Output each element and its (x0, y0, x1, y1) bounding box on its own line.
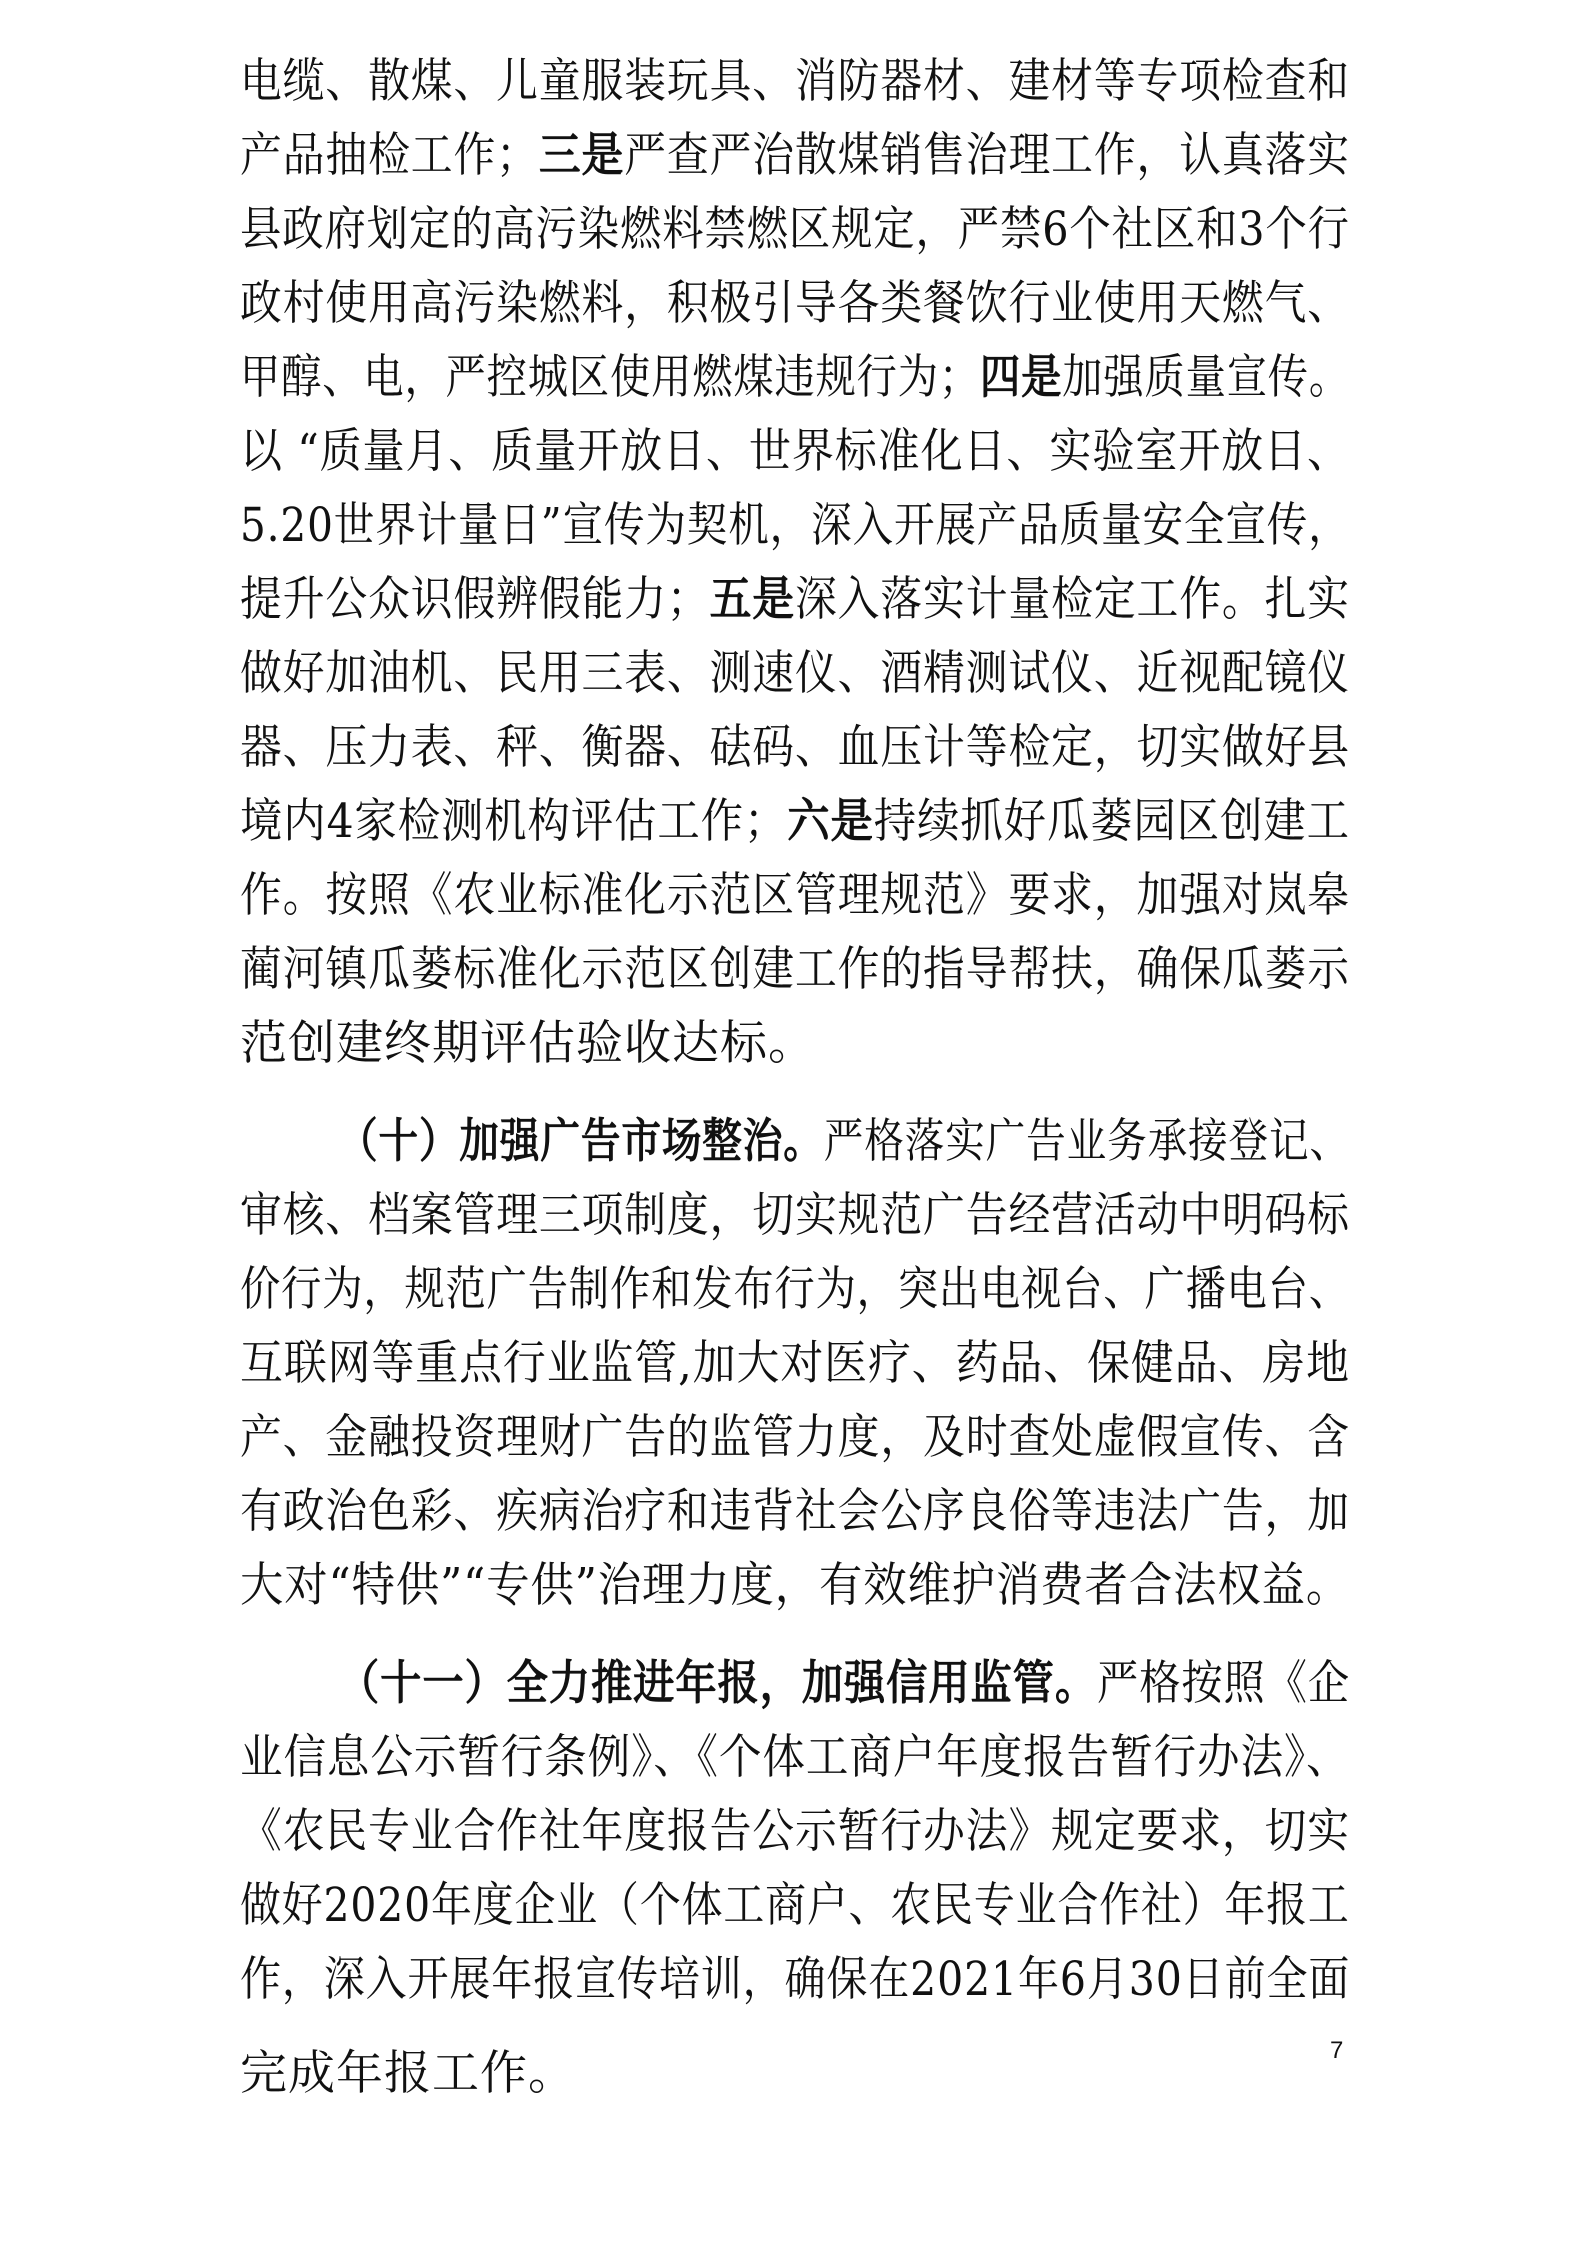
line-text: 器、压力表、秤、衡器、砝码、血压计等检定，切实做好县 (240, 720, 1350, 775)
line-text: 甲醇、电，严控城区使用燃煤违规行为； (240, 350, 981, 405)
line-text: 《农民专业合作社年度报告公示暂行办法》规定要求，切实 (240, 1804, 1350, 1859)
text-line (240, 496, 1350, 556)
text-line (240, 1334, 1350, 1394)
text-line (240, 570, 1350, 630)
line-text: 电缆、散煤、儿童服装玩具、消防器材、建材等专项检查和 (240, 54, 1350, 109)
line-text: 县政府划定的高污染燃料禁燃区规定，严禁6个社区和3个行 (240, 202, 1350, 257)
line-text: 产、金融投资理财广告的监管力度，及时查处虚假宣传、含 (240, 1410, 1350, 1465)
text-line (240, 52, 1350, 112)
bold-keyword: 五是 (709, 572, 795, 627)
line-text: 严格落实广告业务承接登记、 (823, 1114, 1350, 1169)
line-text: 蔺河镇瓜蒌标准化示范区创建工作的指导帮扶，确保瓜蒌示 (240, 942, 1350, 997)
text-line (240, 1556, 1351, 1616)
text-line (240, 1802, 1350, 1862)
bold-keyword: 四是 (980, 350, 1063, 405)
bold-keyword: 六是 (787, 794, 874, 849)
text-line (240, 274, 1350, 334)
section-heading: （十）加强广告市场整治。 (338, 1114, 824, 1169)
section-heading-line (338, 1654, 1351, 1714)
text-line (240, 940, 1350, 1000)
line-text: 互联网等重点行业监管,加大对医疗、药品、保健品、房地 (240, 1336, 1350, 1391)
line-text: 持续抓好瓜蒌园区创建工 (873, 794, 1350, 849)
line-text: 加强质量宣传。 (1062, 350, 1351, 405)
text-line (240, 1482, 1350, 1542)
text-line (240, 1408, 1350, 1468)
text-line (240, 1728, 1350, 1788)
text-line (240, 126, 1350, 186)
text-line (240, 718, 1350, 778)
section-heading: （十一）全力推进年报，加强信用监管。 (338, 1656, 1098, 1711)
line-text: 大对“特供”“专供”治理力度，有效维护消费者合法权益。 (240, 1558, 1351, 1613)
line-text: 5.20世界计量日”宣传为契机，深入开展产品质量安全宣传， (240, 498, 1350, 553)
line-text: 严查严治散煤销售治理工作，认真落实 (624, 128, 1350, 183)
text-line (240, 792, 1350, 852)
text-line (240, 1014, 1350, 1074)
line-text: 价行为，规范广告制作和发布行为，突出电视台、广播电台、 (240, 1262, 1351, 1317)
line-text: 业信息公示暂行条例》、《个体工商户年度报告暂行办法》、 (240, 1730, 1350, 1785)
line-text: 审核、档案管理三项制度，切实规范广告经营活动中明码标 (240, 1188, 1350, 1243)
section-heading-line (338, 1112, 1350, 1172)
page-number: 7 (1330, 2037, 1344, 2064)
text-line (240, 1186, 1350, 1246)
text-line (240, 1950, 1351, 2010)
line-text: 范创建终期评估验收达标。 (240, 1016, 816, 1071)
line-text: 严格按照《企 (1097, 1656, 1351, 1711)
line-text: 产品抽检工作； (240, 128, 539, 183)
line-text: 作，深入开展年报宣传培训，确保在2021年6月30日前全面 (240, 1952, 1351, 2007)
text-line (240, 422, 1350, 482)
text-line (240, 644, 1350, 704)
bold-keyword: 三是 (538, 128, 625, 183)
text-line (240, 348, 1351, 408)
line-text: 提升公众识假辨假能力； (240, 572, 710, 627)
text-line (240, 200, 1350, 260)
text-line (240, 2044, 1350, 2104)
text-line (240, 1260, 1351, 1320)
text-line (240, 1876, 1350, 1936)
line-text: 以 “质量月、质量开放日、世界标准化日、实验室开放日、 (240, 424, 1350, 479)
line-text: 完成年报工作。 (240, 2046, 576, 2101)
line-text: 深入落实计量检定工作。扎实 (794, 572, 1350, 627)
line-text: 作。按照《农业标准化示范区管理规范》要求，加强对岚皋 (240, 868, 1350, 923)
line-text: 有政治色彩、疾病治疗和违背社会公序良俗等违法广告，加 (240, 1484, 1350, 1539)
line-text: 做好加油机、民用三表、测速仪、酒精测试仪、近视配镜仪 (240, 646, 1350, 701)
line-text: 做好2020年度企业（个体工商户、农民专业合作社）年报工 (240, 1878, 1350, 1933)
line-text: 政村使用高污染燃料，积极引导各类餐饮行业使用天燃气、 (240, 276, 1350, 331)
line-text: 境内4家检测机构评估工作； (240, 794, 788, 849)
text-line (240, 866, 1350, 926)
